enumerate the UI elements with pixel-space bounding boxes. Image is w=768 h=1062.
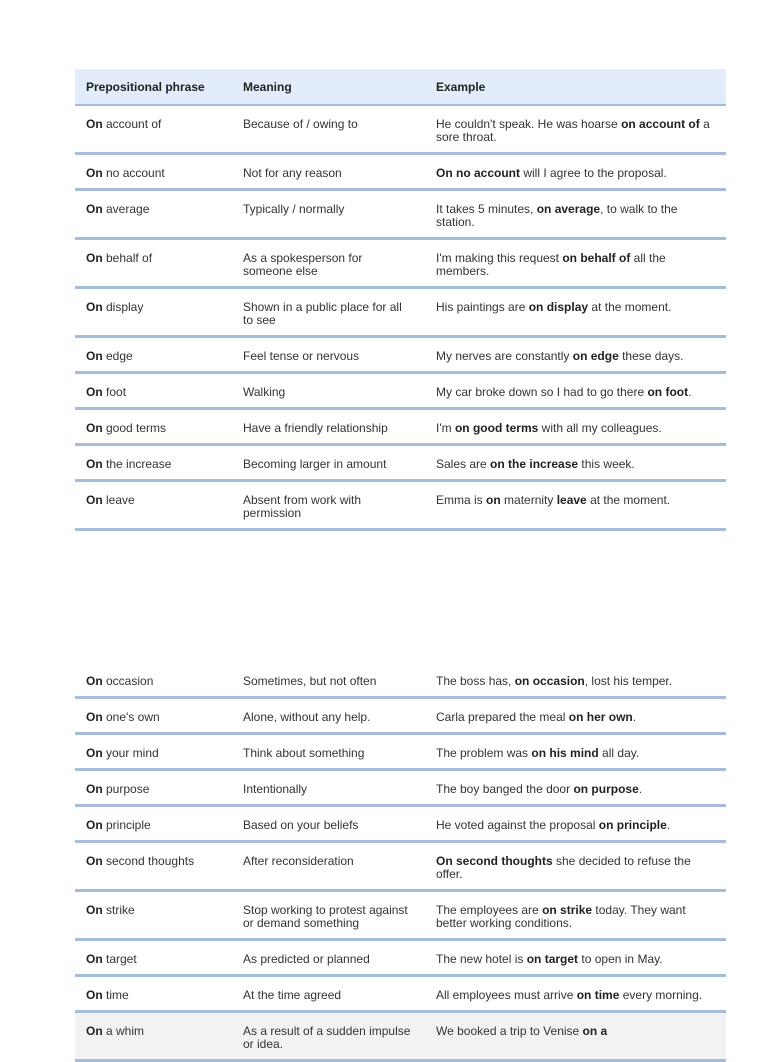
example-highlight: on occasion	[514, 674, 585, 688]
table-row	[75, 481, 726, 530]
example-cell	[425, 891, 726, 940]
phrases-table-1	[75, 69, 726, 531]
example-highlight: On second thoughts	[436, 854, 553, 868]
meaning-cell: As a result of a sudden impulse or idea.	[232, 1012, 425, 1061]
meaning-cell: As predicted or planned	[232, 940, 425, 976]
meaning-cell: Think about something	[232, 734, 425, 770]
table-row	[75, 976, 726, 1012]
example-cell	[425, 806, 726, 842]
example-text: today. They want better working conditions.	[436, 903, 686, 930]
example-highlight: on strike	[542, 903, 593, 917]
example-cell	[425, 698, 726, 734]
meaning-cell: Alone, without any help.	[232, 698, 425, 734]
meaning-cell: Not for any reason	[232, 154, 425, 190]
meaning-cell: Sometimes, but not often	[232, 663, 425, 698]
phrase-cell: On principle	[75, 806, 232, 842]
example-text: Sales are	[436, 457, 491, 471]
meaning-cell: As a spokesperson for someone else	[232, 239, 425, 288]
phrase-cell: On a whim	[75, 1012, 232, 1061]
phrase-cell: On occasion	[75, 663, 232, 698]
example-text: All employees must arrive	[436, 988, 577, 1002]
example-highlight: on time	[576, 988, 620, 1002]
example-text: she decided to refuse the offer.	[436, 854, 691, 881]
example-text: My nerves are constantly	[436, 349, 573, 363]
table-header-row	[75, 69, 726, 105]
phrase-cell: On account of	[75, 105, 232, 154]
example-cell	[425, 373, 726, 409]
example-text: His paintings are	[436, 300, 529, 314]
example-cell	[425, 154, 726, 190]
meaning-cell: Based on your beliefs	[232, 806, 425, 842]
example-highlight: on target	[526, 952, 579, 966]
example-text: , lost his temper.	[584, 674, 673, 688]
example-cell	[425, 734, 726, 770]
phrase-cell: On one's own	[75, 698, 232, 734]
example-text: The boy banged the door	[436, 782, 574, 796]
table-row	[75, 288, 726, 337]
example-highlight: leave	[556, 493, 587, 507]
example-highlight: on his mind	[531, 746, 599, 760]
example-cell	[425, 409, 726, 445]
example-highlight: on good terms	[454, 421, 539, 435]
example-cell	[425, 190, 726, 239]
table-row	[75, 891, 726, 940]
example-cell	[425, 288, 726, 337]
example-text: Carla prepared the meal	[436, 710, 569, 724]
header-phrase: Prepositional phrase	[75, 69, 232, 105]
table-row	[75, 806, 726, 842]
example-highlight: on display	[528, 300, 589, 314]
meaning-cell: Typically / normally	[232, 190, 425, 239]
table-row	[75, 154, 726, 190]
example-text: He couldn't speak. He was hoarse	[436, 117, 622, 131]
example-text: , to walk to the station.	[436, 202, 678, 229]
table-row	[75, 734, 726, 770]
example-highlight: on foot	[647, 385, 689, 399]
meaning-cell: Have a friendly relationship	[232, 409, 425, 445]
example-text: a sore throat.	[436, 117, 710, 144]
table-row	[75, 373, 726, 409]
example-highlight: on behalf of	[562, 251, 631, 265]
example-text: The employees are	[436, 903, 543, 917]
table-row	[75, 105, 726, 154]
header-example: Example	[425, 69, 726, 105]
example-text: .	[666, 818, 671, 832]
table-row	[75, 445, 726, 481]
phrase-cell: On second thoughts	[75, 842, 232, 891]
example-cell	[425, 337, 726, 373]
meaning-cell: Absent from work with permission	[232, 481, 425, 530]
example-text: maternity	[500, 493, 557, 507]
table-row	[75, 698, 726, 734]
example-cell	[425, 445, 726, 481]
example-highlight: On no account	[436, 166, 520, 180]
meaning-cell: Because of / owing to	[232, 105, 425, 154]
example-cell	[425, 663, 726, 698]
meaning-cell: At the time agreed	[232, 976, 425, 1012]
example-cell	[425, 105, 726, 154]
table-row	[75, 663, 726, 698]
example-highlight: on edge	[572, 349, 619, 363]
example-text: Emma is	[436, 493, 487, 507]
phrase-cell: On edge	[75, 337, 232, 373]
example-text: all day.	[598, 746, 640, 760]
phrase-cell: On good terms	[75, 409, 232, 445]
table-row	[75, 842, 726, 891]
phrase-cell: On your mind	[75, 734, 232, 770]
header-meaning: Meaning	[232, 69, 425, 105]
meaning-cell: After reconsideration	[232, 842, 425, 891]
example-text: at the moment.	[586, 493, 671, 507]
example-text: We booked a trip to Venise	[436, 1024, 583, 1038]
example-text: The new hotel is	[436, 952, 527, 966]
table-row	[75, 1012, 726, 1061]
example-text: .	[638, 782, 643, 796]
meaning-cell: Intentionally	[232, 770, 425, 806]
meaning-cell: Becoming larger in amount	[232, 445, 425, 481]
example-text: The problem was	[436, 746, 532, 760]
example-text: these days.	[618, 349, 684, 363]
table-row	[75, 239, 726, 288]
phrase-cell: On display	[75, 288, 232, 337]
meaning-cell: Feel tense or nervous	[232, 337, 425, 373]
table-row	[75, 337, 726, 373]
example-text: He voted against the proposal	[436, 818, 599, 832]
example-cell	[425, 976, 726, 1012]
table-row	[75, 190, 726, 239]
example-text: My car broke down so I had to go there	[436, 385, 648, 399]
example-text: It takes 5 minutes,	[436, 202, 537, 216]
example-text: with all my colleagues.	[538, 421, 662, 435]
phrases-table-2	[75, 663, 726, 1062]
phrase-cell: On time	[75, 976, 232, 1012]
example-highlight: on a	[582, 1024, 608, 1038]
example-text: to open in May.	[578, 952, 663, 966]
example-highlight: on principle	[598, 818, 667, 832]
example-text: at the moment.	[588, 300, 672, 314]
phrase-cell: On no account	[75, 154, 232, 190]
phrase-cell: On leave	[75, 481, 232, 530]
phrase-cell: On strike	[75, 891, 232, 940]
example-text: .	[688, 385, 692, 399]
example-highlight: on her own	[568, 710, 633, 724]
example-highlight: on account of	[621, 117, 700, 131]
example-highlight: on	[486, 493, 501, 507]
example-text: will I agree to the proposal.	[520, 166, 667, 180]
phrase-cell: On average	[75, 190, 232, 239]
meaning-cell: Shown in a public place for all to see	[232, 288, 425, 337]
example-cell	[425, 1012, 726, 1061]
phrase-cell: On foot	[75, 373, 232, 409]
example-text: I'm	[436, 421, 455, 435]
example-text: I'm making this request	[436, 251, 563, 265]
table-row	[75, 770, 726, 806]
example-highlight: on average	[536, 202, 601, 216]
example-text: this week.	[578, 457, 635, 471]
example-cell	[425, 770, 726, 806]
example-cell	[425, 940, 726, 976]
example-cell	[425, 842, 726, 891]
table-row	[75, 940, 726, 976]
example-highlight: on the increase	[490, 457, 579, 471]
example-cell	[425, 239, 726, 288]
example-text: all the members.	[436, 251, 666, 278]
example-cell	[425, 481, 726, 530]
table-row	[75, 409, 726, 445]
meaning-cell: Stop working to protest against or demand something	[232, 891, 425, 940]
example-text: .	[632, 710, 637, 724]
phrase-cell: On purpose	[75, 770, 232, 806]
example-text: The boss has,	[436, 674, 515, 688]
phrase-cell: On the increase	[75, 445, 232, 481]
phrase-cell: On behalf of	[75, 239, 232, 288]
example-highlight: on purpose	[573, 782, 639, 796]
phrase-cell: On target	[75, 940, 232, 976]
example-text: every morning.	[619, 988, 703, 1002]
meaning-cell: Walking	[232, 373, 425, 409]
